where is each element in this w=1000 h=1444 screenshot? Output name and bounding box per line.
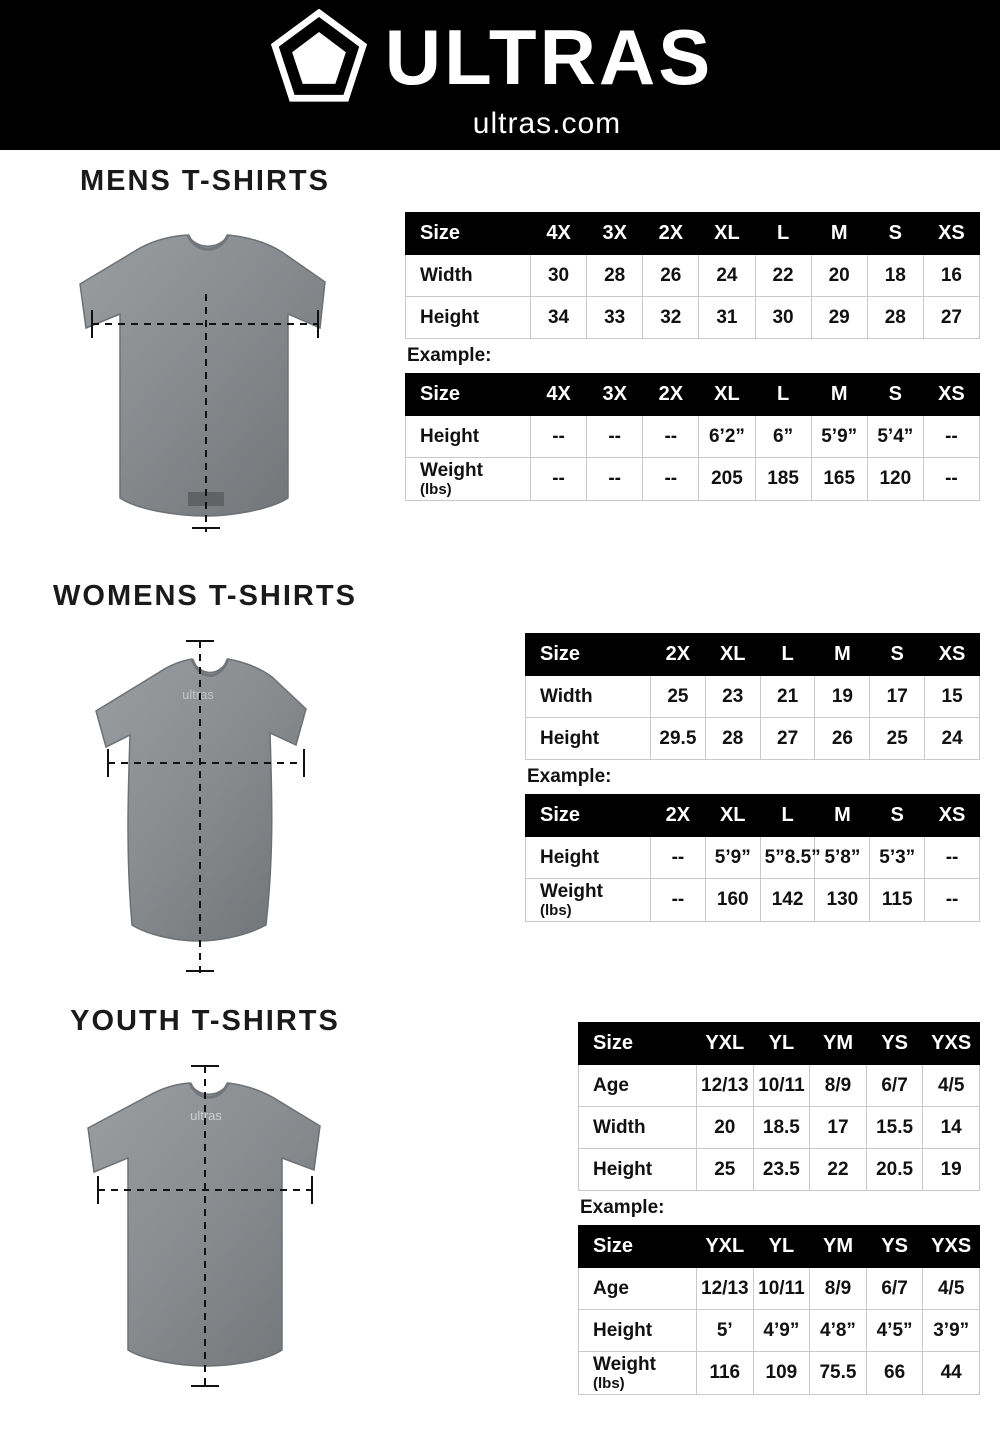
cell: 66 bbox=[866, 1352, 923, 1395]
section-title-youth: YOUTH T-SHIRTS bbox=[70, 1005, 340, 1037]
mens-tables-block bbox=[405, 212, 980, 501]
col-head-l: L bbox=[755, 213, 811, 255]
brand-block bbox=[271, 9, 714, 141]
row-label-weight-unit: (lbs) bbox=[593, 1375, 625, 1392]
col-head-2x: 2X bbox=[643, 374, 699, 416]
cell: 4’9” bbox=[753, 1310, 810, 1352]
cell: 8/9 bbox=[810, 1268, 867, 1310]
cell: -- bbox=[531, 416, 587, 458]
brand-row bbox=[271, 9, 714, 105]
col-head-m: M bbox=[811, 213, 867, 255]
col-head-ym: YM bbox=[810, 1226, 867, 1268]
col-head-yxs: YXS bbox=[923, 1023, 980, 1065]
cell: 120 bbox=[867, 458, 923, 501]
cell: 17 bbox=[870, 676, 925, 718]
cell: 27 bbox=[760, 718, 815, 760]
col-head-size: Size bbox=[579, 1023, 697, 1065]
table-row bbox=[406, 416, 980, 458]
col-head-3x: 3X bbox=[587, 213, 643, 255]
col-head-xl: XL bbox=[705, 634, 760, 676]
table-row bbox=[579, 1352, 980, 1395]
row-label-height: Height bbox=[526, 837, 651, 879]
cell: 5”8.5” bbox=[760, 837, 815, 879]
cell: 24 bbox=[699, 255, 755, 297]
cell: 116 bbox=[697, 1352, 754, 1395]
col-head-size: Size bbox=[526, 634, 651, 676]
row-label-width: Width bbox=[579, 1107, 697, 1149]
cell: -- bbox=[923, 458, 979, 501]
col-head-m: M bbox=[811, 374, 867, 416]
cell: 5’8” bbox=[815, 837, 870, 879]
row-label-height: Height bbox=[406, 297, 531, 339]
cell: 22 bbox=[810, 1149, 867, 1191]
cell: 8/9 bbox=[810, 1065, 867, 1107]
col-head-2x: 2X bbox=[651, 634, 706, 676]
cell: 26 bbox=[815, 718, 870, 760]
cell: -- bbox=[643, 416, 699, 458]
cell: -- bbox=[651, 879, 706, 922]
youth-illustration-block bbox=[20, 1005, 390, 1400]
cell: 27 bbox=[923, 297, 979, 339]
cell: 5’9” bbox=[811, 416, 867, 458]
col-head-xl: XL bbox=[699, 213, 755, 255]
table-row bbox=[579, 1149, 980, 1191]
cell: 23.5 bbox=[753, 1149, 810, 1191]
youth-tshirt-illustration bbox=[20, 1050, 390, 1400]
example-label-youth: Example: bbox=[580, 1197, 665, 1218]
col-head-yl: YL bbox=[753, 1023, 810, 1065]
brand-name: ULTRAS bbox=[384, 12, 714, 101]
table-header-row bbox=[406, 374, 980, 416]
cell: 30 bbox=[755, 297, 811, 339]
col-head-4x: 4X bbox=[531, 213, 587, 255]
cell: -- bbox=[643, 458, 699, 501]
col-head-2x: 2X bbox=[643, 213, 699, 255]
mens-size-table bbox=[405, 212, 980, 339]
col-head-yxs: YXS bbox=[923, 1226, 980, 1268]
cell: 130 bbox=[815, 879, 870, 922]
col-head-size: Size bbox=[406, 374, 531, 416]
row-label-weight-unit: (lbs) bbox=[540, 902, 572, 919]
cell: 25 bbox=[697, 1149, 754, 1191]
col-head-size: Size bbox=[406, 213, 531, 255]
row-label-weight-text: Weight bbox=[593, 1354, 656, 1375]
col-head-m: M bbox=[815, 634, 870, 676]
col-head-yxl: YXL bbox=[697, 1023, 754, 1065]
cell: 4/5 bbox=[923, 1065, 980, 1107]
cell: 28 bbox=[705, 718, 760, 760]
cell: 29.5 bbox=[651, 718, 706, 760]
col-head-s: S bbox=[867, 213, 923, 255]
col-head-ys: YS bbox=[866, 1226, 923, 1268]
cell: 165 bbox=[811, 458, 867, 501]
col-head-yxl: YXL bbox=[697, 1226, 754, 1268]
cell: 33 bbox=[587, 297, 643, 339]
cell: 34 bbox=[531, 297, 587, 339]
table-row bbox=[579, 1065, 980, 1107]
col-head-ys: YS bbox=[866, 1023, 923, 1065]
col-head-size: Size bbox=[526, 795, 651, 837]
cell: -- bbox=[925, 837, 980, 879]
cell: 15 bbox=[925, 676, 980, 718]
cell: 20.5 bbox=[866, 1149, 923, 1191]
cell: 142 bbox=[760, 879, 815, 922]
cell: -- bbox=[531, 458, 587, 501]
cell: 17 bbox=[810, 1107, 867, 1149]
table-row bbox=[579, 1310, 980, 1352]
row-label-height: Height bbox=[406, 416, 531, 458]
row-label-height: Height bbox=[579, 1310, 697, 1352]
cell: -- bbox=[587, 458, 643, 501]
cell: 24 bbox=[925, 718, 980, 760]
cell: 10/11 bbox=[753, 1268, 810, 1310]
cell: 12/13 bbox=[697, 1065, 754, 1107]
cell: 6” bbox=[755, 416, 811, 458]
row-label-age: Age bbox=[579, 1268, 697, 1310]
row-label-weight-text: Weight bbox=[540, 881, 603, 902]
cell: 26 bbox=[643, 255, 699, 297]
womens-illustration-block bbox=[20, 580, 390, 995]
col-head-4x: 4X bbox=[531, 374, 587, 416]
cell: 4/5 bbox=[923, 1268, 980, 1310]
cell: 31 bbox=[699, 297, 755, 339]
col-head-xs: XS bbox=[925, 795, 980, 837]
col-head-size: Size bbox=[579, 1226, 697, 1268]
col-head-xs: XS bbox=[923, 374, 979, 416]
row-label-width: Width bbox=[406, 255, 531, 297]
col-head-3x: 3X bbox=[587, 374, 643, 416]
youth-size-table bbox=[578, 1022, 980, 1191]
cell: 5’9” bbox=[705, 837, 760, 879]
cell: 25 bbox=[651, 676, 706, 718]
row-label-width: Width bbox=[526, 676, 651, 718]
cell: 25 bbox=[870, 718, 925, 760]
mens-tshirt-illustration bbox=[20, 210, 390, 550]
cell: 16 bbox=[923, 255, 979, 297]
cell: -- bbox=[925, 879, 980, 922]
womens-example-table bbox=[525, 794, 980, 922]
svg-text:ultras: ultras bbox=[182, 687, 214, 702]
cell: 75.5 bbox=[810, 1352, 867, 1395]
cell: 30 bbox=[531, 255, 587, 297]
cell: 4’8” bbox=[810, 1310, 867, 1352]
cell: 22 bbox=[755, 255, 811, 297]
brand-url: ultras.com bbox=[472, 107, 622, 140]
col-head-l: L bbox=[755, 374, 811, 416]
cell: 10/11 bbox=[753, 1065, 810, 1107]
table-row bbox=[406, 297, 980, 339]
cell: -- bbox=[923, 416, 979, 458]
row-label-weight-unit: (lbs) bbox=[420, 481, 452, 498]
table-header-row bbox=[579, 1226, 980, 1268]
cell: 15.5 bbox=[866, 1107, 923, 1149]
example-label-mens: Example: bbox=[407, 345, 492, 366]
col-head-m: M bbox=[815, 795, 870, 837]
col-head-2x: 2X bbox=[651, 795, 706, 837]
cell: 12/13 bbox=[697, 1268, 754, 1310]
row-label-weight bbox=[579, 1352, 697, 1395]
cell: 20 bbox=[697, 1107, 754, 1149]
cell: -- bbox=[651, 837, 706, 879]
col-head-ym: YM bbox=[810, 1023, 867, 1065]
cell: 32 bbox=[643, 297, 699, 339]
col-head-xl: XL bbox=[699, 374, 755, 416]
col-head-s: S bbox=[870, 634, 925, 676]
cell: 21 bbox=[760, 676, 815, 718]
cell: 18 bbox=[867, 255, 923, 297]
cell: 28 bbox=[587, 255, 643, 297]
row-label-weight bbox=[526, 879, 651, 922]
col-head-yl: YL bbox=[753, 1226, 810, 1268]
cell: 3’9” bbox=[923, 1310, 980, 1352]
row-label-age: Age bbox=[579, 1065, 697, 1107]
cell: 6/7 bbox=[866, 1065, 923, 1107]
cell: 29 bbox=[811, 297, 867, 339]
cell: 160 bbox=[705, 879, 760, 922]
table-row bbox=[406, 255, 980, 297]
cell: 19 bbox=[923, 1149, 980, 1191]
cell: 6’2” bbox=[699, 416, 755, 458]
womens-tables-block bbox=[525, 633, 980, 922]
cell: -- bbox=[587, 416, 643, 458]
table-header-row bbox=[406, 213, 980, 255]
section-title-womens: WOMENS T-SHIRTS bbox=[53, 580, 357, 612]
col-head-l: L bbox=[760, 634, 815, 676]
col-head-xs: XS bbox=[925, 634, 980, 676]
table-row bbox=[526, 676, 980, 718]
cell: 6/7 bbox=[866, 1268, 923, 1310]
col-head-xs: XS bbox=[923, 213, 979, 255]
table-row bbox=[579, 1268, 980, 1310]
cell: 205 bbox=[699, 458, 755, 501]
cell: 4’5” bbox=[866, 1310, 923, 1352]
table-row bbox=[526, 879, 980, 922]
col-head-s: S bbox=[870, 795, 925, 837]
table-header-row bbox=[526, 795, 980, 837]
table-row bbox=[526, 837, 980, 879]
cell: 23 bbox=[705, 676, 760, 718]
cell: 5’4” bbox=[867, 416, 923, 458]
youth-example-table bbox=[578, 1225, 980, 1395]
section-title-mens: MENS T-SHIRTS bbox=[80, 165, 330, 197]
table-header-row bbox=[579, 1023, 980, 1065]
svg-text:ultras: ultras bbox=[190, 1108, 222, 1123]
row-label-height: Height bbox=[579, 1149, 697, 1191]
cell: 14 bbox=[923, 1107, 980, 1149]
cell: 115 bbox=[870, 879, 925, 922]
col-head-l: L bbox=[760, 795, 815, 837]
row-label-weight-text: Weight bbox=[420, 460, 483, 481]
womens-size-table bbox=[525, 633, 980, 760]
cell: 19 bbox=[815, 676, 870, 718]
youth-tables-block bbox=[578, 1022, 980, 1395]
cell: 109 bbox=[753, 1352, 810, 1395]
womens-tshirt-illustration bbox=[20, 625, 390, 995]
table-row bbox=[526, 718, 980, 760]
cell: 5’ bbox=[697, 1310, 754, 1352]
cell: 20 bbox=[811, 255, 867, 297]
table-row bbox=[406, 458, 980, 501]
row-label-weight bbox=[406, 458, 531, 501]
col-head-xl: XL bbox=[705, 795, 760, 837]
mens-example-table bbox=[405, 373, 980, 501]
row-label-height: Height bbox=[526, 718, 651, 760]
cell: 185 bbox=[755, 458, 811, 501]
pentagon-logo-icon bbox=[271, 9, 367, 105]
col-head-s: S bbox=[867, 374, 923, 416]
page-header bbox=[0, 0, 1000, 150]
cell: 28 bbox=[867, 297, 923, 339]
cell: 5’3” bbox=[870, 837, 925, 879]
cell: 44 bbox=[923, 1352, 980, 1395]
cell: 18.5 bbox=[753, 1107, 810, 1149]
table-header-row bbox=[526, 634, 980, 676]
table-row bbox=[579, 1107, 980, 1149]
example-label-womens: Example: bbox=[527, 766, 612, 787]
mens-illustration-block bbox=[20, 165, 390, 550]
